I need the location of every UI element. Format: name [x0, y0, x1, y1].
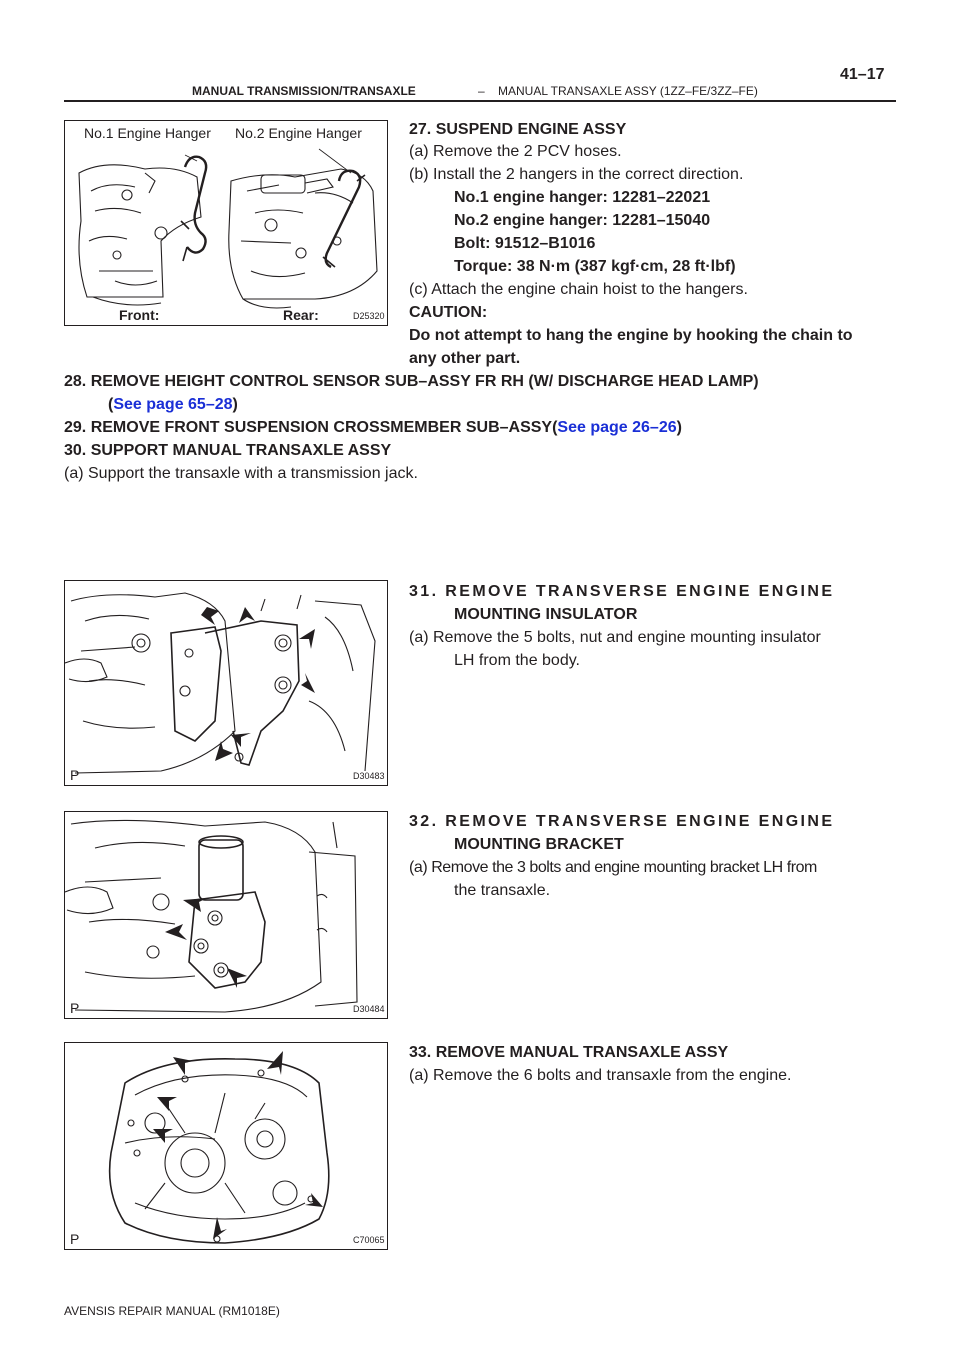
mounting-bracket-drawing	[65, 812, 388, 1019]
ref-open: (	[108, 396, 114, 413]
link-see-page-65-28[interactable]: See page 65–28	[113, 396, 233, 413]
label-front: Front:	[119, 307, 160, 323]
spec-no2-hanger: No.2 engine hanger: 12281–15040	[454, 212, 711, 229]
figure-marker: P	[70, 1000, 80, 1016]
step27-title: 27. SUSPEND ENGINE ASSY	[409, 121, 627, 138]
step30-title: 30. SUPPORT MANUAL TRANSAXLE ASSY	[64, 442, 392, 459]
arrow-icon	[165, 898, 247, 988]
figure-engine-hangers	[64, 120, 388, 326]
footer-manual-id: AVENSIS REPAIR MANUAL (RM1018E)	[64, 1304, 280, 1318]
figure-code: D30484	[353, 1004, 385, 1014]
spec-no1-hanger: No.1 engine hanger: 12281–22021	[454, 189, 711, 206]
step32-title-2: MOUNTING BRACKET	[454, 836, 624, 853]
label-no1-engine-hanger: No.1 Engine Hanger	[84, 125, 211, 141]
link-see-page-26-26[interactable]: See page 26–26	[557, 419, 677, 436]
figure-transaxle	[64, 1042, 388, 1250]
step31-a-2: LH from the body.	[454, 652, 580, 669]
step32-a-1: (a) Remove the 3 bolts and engine mounting bracket LH from	[409, 859, 817, 876]
caution-text-2: any other part.	[409, 350, 521, 367]
figure-mounting-bracket	[64, 811, 388, 1019]
step28-title: 28. REMOVE HEIGHT CONTROL SENSOR SUB–ASSY FR RH (W/ DISCHARGE HEAD LAMP)	[64, 373, 759, 390]
figure-code: C70065	[353, 1235, 385, 1245]
step31-a-1: (a) Remove the 5 bolts, nut and engine mounting insulator	[409, 629, 821, 646]
step27-a: (a) Remove the 2 PCV hoses.	[409, 143, 622, 160]
step31-title-2: MOUNTING INSULATOR	[454, 606, 638, 623]
header-rule	[64, 100, 896, 102]
figure-marker: P	[70, 767, 80, 783]
label-no2-engine-hanger: No.2 Engine Hanger	[235, 125, 362, 141]
step28-ref	[108, 394, 238, 415]
step33-a: (a) Remove the 6 bolts and transaxle from the engine.	[409, 1067, 792, 1084]
step32-title-1: 32. REMOVE TRANSVERSE ENGINE ENGINE	[409, 813, 835, 830]
transaxle-drawing	[65, 1043, 388, 1250]
step29-text: 29. REMOVE FRONT SUSPENSION CROSSMEMBER SUB–ASSY(	[64, 419, 558, 436]
step29-title	[64, 417, 682, 438]
engine-hangers-drawing	[65, 121, 388, 326]
step32-a-2: the transaxle.	[454, 882, 551, 899]
spec-bolt: Bolt: 91512–B1016	[454, 235, 596, 252]
ref-close: )	[232, 396, 238, 413]
caution-label: CAUTION:	[409, 304, 488, 321]
step27-c: (c) Attach the engine chain hoist to the hangers.	[409, 281, 748, 298]
mounting-insulator-drawing	[65, 581, 388, 786]
figure-mounting-insulator	[64, 580, 388, 786]
step31-title-1: 31. REMOVE TRANSVERSE ENGINE ENGINE	[409, 583, 835, 600]
header-separator: –	[478, 84, 485, 98]
step27-b: (b) Install the 2 hangers in the correct direction.	[409, 166, 744, 183]
step33-title: 33. REMOVE MANUAL TRANSAXLE ASSY	[409, 1044, 729, 1061]
page-number: 41–17	[840, 66, 885, 83]
header-subsection: MANUAL TRANSAXLE ASSY (1ZZ–FE/3ZZ–FE)	[498, 84, 758, 98]
ref-close: )	[676, 419, 682, 436]
label-rear: Rear:	[283, 307, 319, 323]
figure-marker: P	[70, 1231, 80, 1247]
header-section: MANUAL TRANSMISSION/TRANSAXLE	[192, 84, 416, 98]
step30-a: (a) Support the transaxle with a transmission jack.	[64, 465, 418, 482]
figure-code: D25320	[353, 311, 385, 321]
spec-torque: Torque: 38 N·m (387 kgf·cm, 28 ft·lbf)	[454, 258, 736, 275]
caution-text-1: Do not attempt to hang the engine by hooking the chain to	[409, 327, 853, 344]
figure-code: D30483	[353, 771, 385, 781]
